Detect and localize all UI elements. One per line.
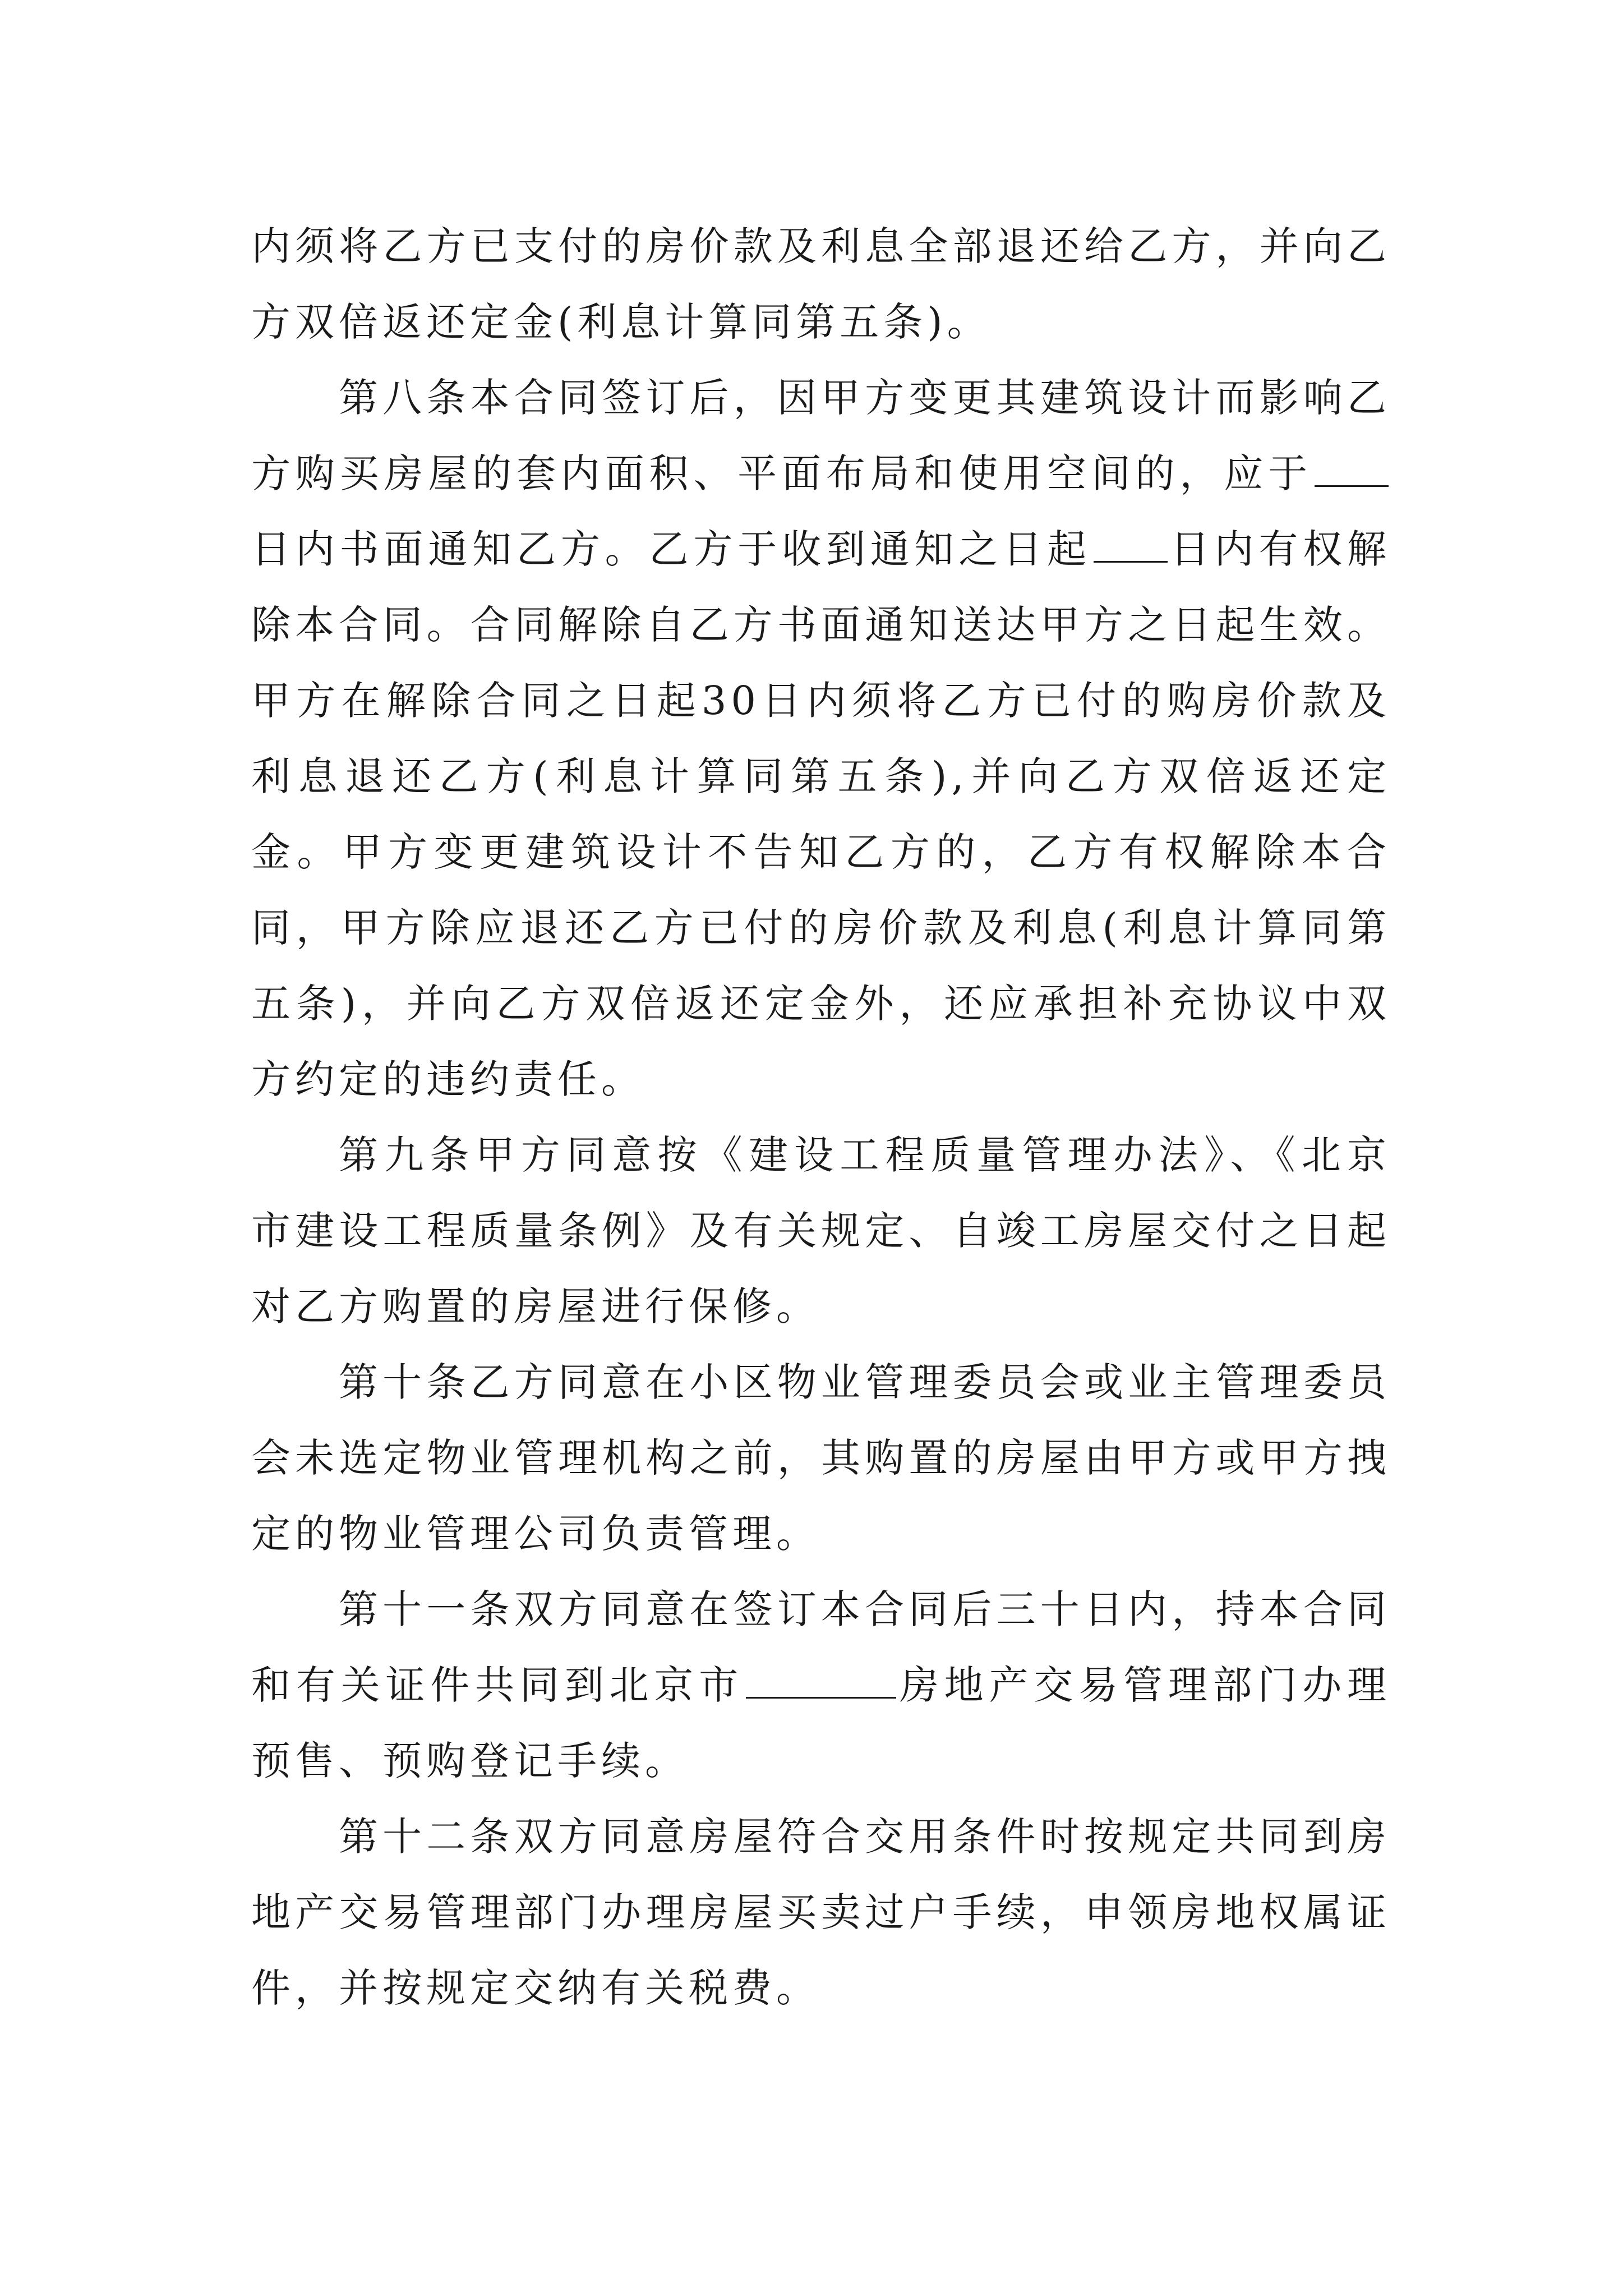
paragraph-text: 第十二条双方同意房屋符合交用条件时按规定共同到房地产交易管理部门办理房屋买卖过户手续，申领房地权属证件，并按规定交纳有关税费。 [251,1814,1391,2011]
contract-body [251,209,1391,2026]
paragraph-article-12 [251,1799,1391,2026]
fill-blank-notice-days [1315,453,1389,487]
paragraph-article-9 [251,1117,1391,1345]
paragraph-text: 内须将乙方已支付的房价款及利息全部退还给乙方，并向乙方双倍返还定金(利息计算同第五条)。 [251,223,1391,345]
fill-blank-district [746,1664,896,1699]
paragraph-article-7-continuation [251,209,1391,360]
paragraph-text: 第十条乙方同意在小区物业管理委员会或业主管理委员会未选定物业管理机构之前，其购置的房屋由甲方或甲方拽定的物业管理公司负责管理。 [251,1359,1391,1557]
paragraph-text-part-2: 房地产交易管理部门办理预售、预购登记手续。 [251,1662,1391,1784]
paragraph-text-part-2: 日内书面通知乙方。乙方于收到通知之日起 [251,526,1091,572]
paragraph-text-part-1: 第八条本合同签订后，因甲方变更其建筑设计而影响乙方购买房屋的套内面积、平面布局和使用空间的，应于 [251,375,1391,496]
paragraph-text-part-1: 第十一条双方同意在签订本合同后三十日内，持本合同和有关证件共同到北京市 [251,1586,1391,1708]
paragraph-article-8 [251,360,1391,1117]
paragraph-article-10 [251,1345,1391,1572]
fill-blank-termination-days [1094,528,1168,563]
paragraph-article-11 [251,1572,1391,1799]
paragraph-text: 第九条甲方同意按《建设工程质量管理办法》、《北京市建设工程质量条例》及有关规定、自竣工房屋交付之日起对乙方购置的房屋进行保修。 [251,1132,1391,1329]
paragraph-text-part-3: 日内有权解除本合同。合同解除自乙方书面通知送达甲方之日起生效。甲方在解除合同之日起30日内须将乙方已付的购房价款及利息退还乙方(利息计算同第五条),并向乙方双倍返还定金。甲方变更建筑设计不告知乙方的，乙方有权解除本合同，甲方除应退还乙方已付的房价款及利息(利息计算同第五条)，并向乙方双倍返还定金外，还应承担补充协议中双方约定的违约责任。 [251,526,1391,1102]
